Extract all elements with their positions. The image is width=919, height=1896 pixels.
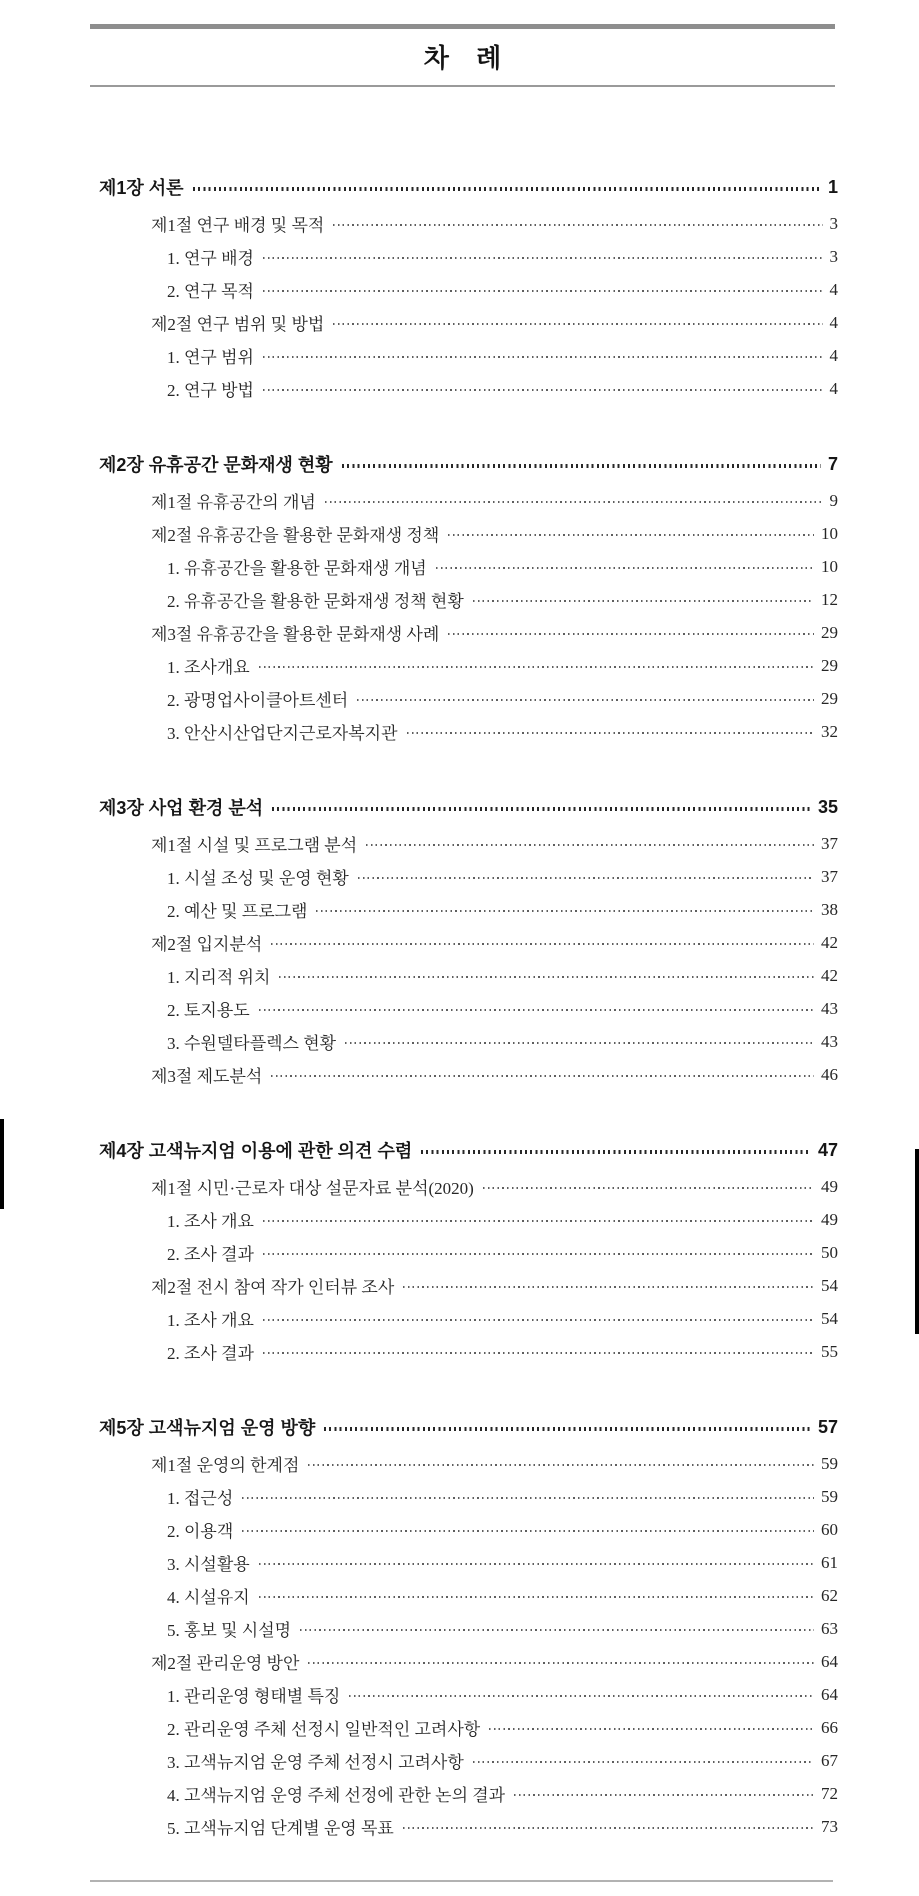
dot-leader: [407, 732, 815, 735]
toc-entry-label: 2. 연구 목적: [167, 282, 254, 301]
toc-entry-page: 50: [821, 1242, 838, 1262]
dot-leader: [345, 1042, 814, 1045]
toc-entry-page: 47: [817, 1139, 838, 1160]
toc-entry-label: 4. 고색뉴지엄 운영 주체 선정에 관한 논의 결과: [167, 1786, 506, 1805]
toc-entry-page: 29: [821, 622, 838, 642]
toc-entry-label: 제2절 연구 범위 및 방법: [151, 315, 325, 334]
toc-entry-label: 4. 시설유지: [167, 1588, 250, 1607]
toc-entry-label: 2. 조사 결과: [167, 1344, 254, 1363]
dot-leader: [263, 290, 823, 293]
toc-entry-page: 66: [821, 1717, 838, 1737]
toc-item-row: [99, 1513, 838, 1546]
dot-leader: [473, 600, 814, 603]
dot-leader: [263, 257, 823, 260]
toc-item-row: [99, 992, 838, 1025]
dot-leader: [259, 1009, 814, 1012]
header-rule-bottom: [90, 85, 835, 87]
toc-chapter-row: [99, 1130, 838, 1170]
toc-entry-label: 5. 고색뉴지엄 단계별 운영 목표: [167, 1819, 394, 1838]
toc-item-row: [99, 1744, 838, 1777]
dot-leader: [263, 1319, 814, 1322]
dot-leader: [325, 501, 823, 504]
toc-entry-page: 49: [821, 1176, 838, 1196]
toc-item-row: [99, 1480, 838, 1513]
toc-entry-label: 제1절 연구 배경 및 목적: [151, 216, 325, 235]
toc-entry-label: 제2절 전시 참여 작가 인터뷰 조사: [151, 1278, 395, 1297]
toc-item-row: [99, 372, 838, 405]
dot-leader: [349, 1695, 814, 1698]
toc-entry-page: 1: [827, 176, 838, 197]
dot-leader: [279, 976, 814, 979]
toc-entry-label: 2. 관리운영 주체 선정시 일반적인 고려사항: [167, 1720, 481, 1739]
toc-section-row: [99, 827, 838, 860]
toc-entry-page: 29: [821, 688, 838, 708]
dot-leader: [333, 224, 822, 227]
toc-item-row: [99, 1612, 838, 1645]
dot-leader: [300, 1629, 814, 1632]
toc-section-row: [99, 1058, 838, 1091]
toc-item-row: [99, 240, 838, 273]
toc-entry-label: 3. 고색뉴지엄 운영 주체 선정시 고려사항: [167, 1753, 464, 1772]
toc-entry-page: 3: [829, 246, 838, 266]
toc-entry-page: 49: [821, 1209, 838, 1229]
toc-chapter-row: [99, 787, 838, 827]
toc-entry-page: 38: [821, 899, 838, 919]
toc-entry-label: 1. 유휴공간을 활용한 문화재생 개념: [167, 559, 427, 578]
toc-entry-label: 1. 시설 조성 및 운영 현황: [167, 869, 349, 888]
toc-entry-page: 43: [821, 998, 838, 1018]
toc-entry-page: 64: [821, 1651, 838, 1671]
toc-entry-page: 64: [821, 1684, 838, 1704]
toc-entry-page: 42: [821, 932, 838, 952]
toc-entry-page: 4: [829, 312, 838, 332]
toc-chapter-row: [99, 444, 838, 484]
toc-entry-label: 3. 시설활용: [167, 1555, 250, 1574]
toc-item-row: [99, 1546, 838, 1579]
toc-entry-label: 2. 유휴공간을 활용한 문화재생 정책 현황: [167, 592, 464, 611]
dot-leader: [263, 1352, 814, 1355]
toc-entry-page: 35: [817, 796, 838, 817]
toc-entry-label: 2. 이용객: [167, 1522, 234, 1541]
dot-leader: [357, 699, 814, 702]
toc-entry-label: 1. 관리운영 형태별 특징: [167, 1687, 341, 1706]
toc-entry-label: 제2절 입지분석: [151, 935, 263, 954]
page-header: [90, 24, 835, 87]
dot-leader: [308, 1464, 814, 1467]
toc-entry-page: 42: [821, 965, 838, 985]
toc-entry-page: 4: [829, 279, 838, 299]
dot-leader: [259, 666, 814, 669]
toc-entry-label: 제4장 고색뉴지엄 이용에 관한 의견 수렴: [99, 1141, 413, 1161]
toc-item-row: [99, 1203, 838, 1236]
toc-section-row: [99, 926, 838, 959]
toc-entry-page: 57: [817, 1416, 838, 1437]
toc-entry-page: 59: [821, 1486, 838, 1506]
toc-entry-label: 제2절 관리운영 방안: [151, 1654, 300, 1673]
toc-section-row: [99, 306, 838, 339]
toc-entry-page: 4: [829, 345, 838, 365]
toc-item-row: [99, 1236, 838, 1269]
toc-entry-label: 제3절 유휴공간을 활용한 문화재생 사례: [151, 625, 440, 644]
toc-item-row: [99, 339, 838, 372]
page-title: 차 례: [423, 43, 512, 73]
toc-entry-page: 61: [821, 1552, 838, 1572]
toc-item-row: [99, 273, 838, 306]
dot-leader: [316, 910, 814, 913]
toc-entry-page: 7: [827, 453, 838, 474]
toc-entry-label: 1. 접근성: [167, 1489, 234, 1508]
dot-leader: [489, 1728, 814, 1731]
toc-entry-label: 1. 조사 개요: [167, 1311, 254, 1330]
toc-entry-page: 3: [829, 213, 838, 233]
dot-leader: [421, 1150, 811, 1153]
toc-entry-page: 67: [821, 1750, 838, 1770]
toc-chapter-block: [99, 787, 838, 1091]
toc-entry-page: 9: [829, 490, 838, 510]
toc-chapter-block: [99, 167, 838, 405]
toc-section-row: [99, 1447, 838, 1480]
toc-item-row: [99, 550, 838, 583]
dot-leader: [263, 389, 823, 392]
toc-item-row: [99, 860, 838, 893]
toc-entry-page: 29: [821, 655, 838, 675]
toc-entry-label: 제1절 시설 및 프로그램 분석: [151, 836, 358, 855]
toc-item-row: [99, 1335, 838, 1368]
toc-entry-page: 43: [821, 1031, 838, 1051]
toc-chapter-block: [99, 444, 838, 748]
toc-entry-label: 제2절 유휴공간을 활용한 문화재생 정책: [151, 526, 440, 545]
toc-entry-label: 2. 토지용도: [167, 1001, 250, 1020]
dot-leader: [448, 633, 814, 636]
toc-item-row: [99, 1579, 838, 1612]
toc-entry-page: 54: [821, 1275, 838, 1295]
dot-leader: [263, 356, 823, 359]
toc-entry-label: 제3장 사업 환경 분석: [99, 798, 264, 818]
toc-section-row: [99, 207, 838, 240]
dot-leader: [242, 1530, 814, 1533]
dot-leader: [403, 1286, 814, 1289]
dot-leader: [358, 877, 814, 880]
toc-entry-page: 37: [821, 833, 838, 853]
toc-item-row: [99, 1777, 838, 1810]
toc-entry-page: 72: [821, 1783, 838, 1803]
toc-entry-label: 3. 수원델타플렉스 현황: [167, 1034, 337, 1053]
dot-leader: [259, 1596, 814, 1599]
toc-entry-label: 1. 연구 배경: [167, 249, 254, 268]
dot-leader: [263, 1220, 814, 1223]
toc-item-row: [99, 1810, 838, 1843]
dot-leader: [473, 1761, 814, 1764]
toc-item-row: [99, 649, 838, 682]
toc-entry-page: 37: [821, 866, 838, 886]
toc-section-row: [99, 1269, 838, 1302]
scan-artifact-left: [0, 1119, 4, 1209]
toc-item-row: [99, 893, 838, 926]
toc-section-row: [99, 1645, 838, 1678]
dot-leader: [271, 943, 814, 946]
dot-leader: [193, 187, 821, 190]
toc-entry-page: 4: [829, 378, 838, 398]
toc-section-row: [99, 484, 838, 517]
dot-leader: [403, 1827, 814, 1830]
toc-section-row: [99, 1170, 838, 1203]
dot-leader: [448, 534, 814, 537]
dot-leader: [272, 807, 811, 810]
toc-entry-label: 5. 홍보 및 시설명: [167, 1621, 292, 1640]
table-of-contents: [99, 167, 838, 1843]
toc-entry-label: 제5장 고색뉴지엄 운영 방향: [99, 1418, 316, 1438]
toc-chapter-row: [99, 1407, 838, 1447]
toc-entry-label: 1. 연구 범위: [167, 348, 254, 367]
toc-chapter-row: [99, 167, 838, 207]
toc-entry-label: 1. 조사개요: [167, 658, 250, 677]
toc-entry-page: 59: [821, 1453, 838, 1473]
toc-entry-label: 제3절 제도분석: [151, 1067, 263, 1086]
dot-leader: [483, 1187, 814, 1190]
toc-section-row: [99, 517, 838, 550]
dot-leader: [366, 844, 814, 847]
toc-section-row: [99, 616, 838, 649]
dot-leader: [436, 567, 814, 570]
toc-item-row: [99, 959, 838, 992]
dot-leader: [342, 464, 821, 467]
toc-entry-label: 제1장 서론: [99, 178, 184, 198]
dot-leader: [259, 1563, 814, 1566]
toc-entry-page: 55: [821, 1341, 838, 1361]
toc-item-row: [99, 583, 838, 616]
toc-entry-label: 3. 안산시산업단지근로자복지관: [167, 724, 398, 743]
toc-entry-label: 2. 조사 결과: [167, 1245, 254, 1264]
toc-entry-label: 제1절 운영의 한계점: [151, 1456, 300, 1475]
toc-entry-page: 62: [821, 1585, 838, 1605]
toc-entry-label: 2. 예산 및 프로그램: [167, 902, 308, 921]
toc-entry-page: 60: [821, 1519, 838, 1539]
toc-entry-label: 제1절 유휴공간의 개념: [151, 493, 316, 512]
toc-entry-label: 제1절 시민·근로자 대상 설문자료 분석(2020): [151, 1179, 474, 1198]
toc-entry-label: 2. 광명업사이클아트센터: [167, 691, 349, 710]
toc-item-row: [99, 1711, 838, 1744]
dot-leader: [514, 1794, 814, 1797]
toc-entry-label: 1. 조사 개요: [167, 1212, 254, 1231]
dot-leader: [242, 1497, 814, 1500]
toc-entry-label: 1. 지리적 위치: [167, 968, 271, 987]
dot-leader: [271, 1075, 814, 1078]
scan-artifact-right: [915, 1149, 919, 1334]
toc-entry-page: 32: [821, 721, 838, 741]
toc-item-row: [99, 1302, 838, 1335]
toc-entry-page: 12: [821, 589, 838, 609]
toc-chapter-block: [99, 1407, 838, 1843]
toc-entry-page: 54: [821, 1308, 838, 1328]
toc-item-row: [99, 1678, 838, 1711]
toc-chapter-block: [99, 1130, 838, 1368]
toc-entry-page: 10: [821, 523, 838, 543]
dot-leader: [324, 1427, 811, 1430]
toc-entry-page: 46: [821, 1064, 838, 1084]
toc-entry-page: 63: [821, 1618, 838, 1638]
dot-leader: [333, 323, 822, 326]
toc-item-row: [99, 1025, 838, 1058]
page-bottom-rule: [90, 1880, 833, 1882]
toc-entry-page: 10: [821, 556, 838, 576]
dot-leader: [308, 1662, 814, 1665]
toc-entry-label: 2. 연구 방법: [167, 381, 254, 400]
toc-item-row: [99, 715, 838, 748]
toc-entry-label: 제2장 유휴공간 문화재생 현황: [99, 455, 333, 475]
toc-entry-page: 73: [821, 1816, 838, 1836]
dot-leader: [263, 1253, 814, 1256]
toc-item-row: [99, 682, 838, 715]
